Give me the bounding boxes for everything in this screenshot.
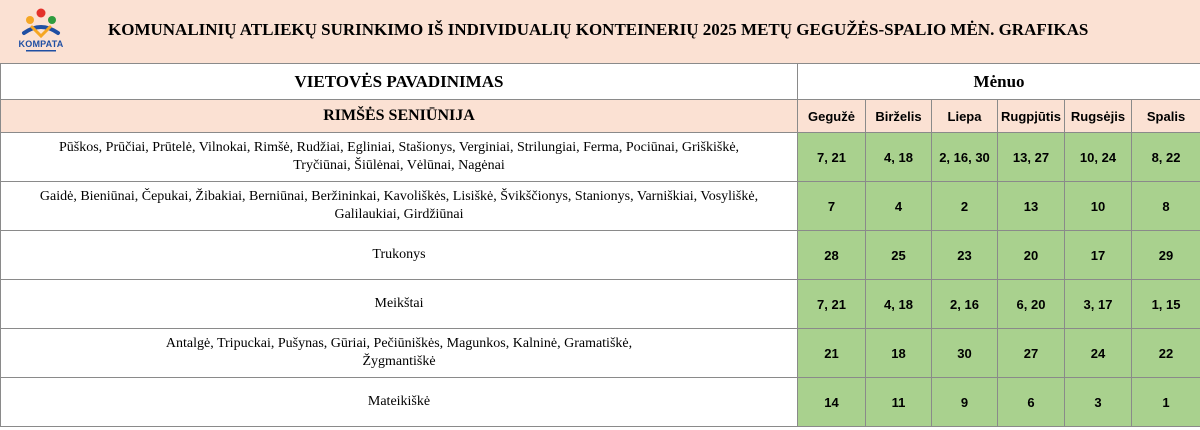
date-cell: 29 [1132, 231, 1200, 280]
place-cell [1, 182, 798, 231]
place-line: Meikštai [374, 296, 424, 311]
date-cell: 10, 24 [1065, 133, 1132, 182]
subdistrict-header: RIMŠĖS SENIŪNIJA [1, 100, 798, 133]
place-cell [1, 280, 798, 329]
date-cell: 3, 17 [1065, 280, 1132, 329]
date-cell: 6, 20 [998, 280, 1065, 329]
table-row [1, 378, 1200, 427]
date-cell: 27 [998, 329, 1065, 378]
date-cell: 10 [1065, 182, 1132, 231]
table-row [1, 280, 1200, 329]
title-banner [0, 0, 1200, 64]
place-cell [1, 378, 798, 427]
place-line: Tryčiūnai, Šiūlėnai, Vėlūnai, Nagėnai [293, 158, 505, 173]
date-cell: 1, 15 [1132, 280, 1200, 329]
date-cell: 2 [932, 182, 998, 231]
date-cell: 7, 21 [798, 280, 866, 329]
date-cell: 1 [1132, 378, 1200, 427]
place-line: Galilaukiai, Girdžiūnai [334, 207, 464, 222]
place-line: Žygmantiškė [362, 354, 436, 369]
date-cell: 4, 18 [866, 280, 932, 329]
location-header: VIETOVĖS PAVADINIMAS [1, 64, 798, 100]
place-line: Pūškos, Prūčiai, Prūtelė, Vilnokai, Rimšė, Rudžiai, Egliniai, Stašionys, Verginiai, Strilungiai, Ferma, Pociūnai, Griškiškė, [58, 140, 740, 155]
month-august: Rugpjūtis [998, 100, 1065, 133]
date-cell: 6 [998, 378, 1065, 427]
date-cell: 4 [866, 182, 932, 231]
date-cell: 13, 27 [998, 133, 1065, 182]
date-cell: 20 [998, 231, 1065, 280]
date-cell: 17 [1065, 231, 1132, 280]
date-cell: 25 [866, 231, 932, 280]
page-title: KOMUNALINIŲ ATLIEKŲ SURINKIMO IŠ INDIVIDUALIŲ KONTEINERIŲ 2025 METŲ GEGUŽĖS-SPALIO MĖN. GRAFIKAS [108, 20, 1089, 39]
place-cell [1, 231, 798, 280]
date-cell: 21 [798, 329, 866, 378]
place-line: Mateikiškė [367, 394, 431, 409]
date-cell: 14 [798, 378, 866, 427]
date-cell: 8, 22 [1132, 133, 1200, 182]
date-cell: 30 [932, 329, 998, 378]
place-line: Antalgė, Tripuckai, Pušynas, Gūriai, Pečiūniškės, Magunkos, Kalninė, Gramatiškė, [165, 336, 633, 351]
place-line: Trukonys [372, 247, 426, 262]
date-cell: 24 [1065, 329, 1132, 378]
month-july: Liepa [932, 100, 998, 133]
date-cell: 13 [998, 182, 1065, 231]
date-cell: 8 [1132, 182, 1200, 231]
place-cell [1, 133, 798, 182]
date-cell: 9 [932, 378, 998, 427]
month-june: Birželis [866, 100, 932, 133]
place-line: Gaidė, Bieniūnai, Čepukai, Žibakiai, Berniūnai, Beržininkai, Kavoliškės, Lisiškė, Švikščionys, Stanionys, Varniškiai, Vosyliškė, [39, 189, 759, 204]
month-october: Spalis [1132, 100, 1200, 133]
date-cell: 2, 16 [932, 280, 998, 329]
date-cell: 3 [1065, 378, 1132, 427]
date-cell: 2, 16, 30 [932, 133, 998, 182]
kompata-logo [14, 5, 68, 59]
month-header: Mėnuo [798, 64, 1200, 100]
table-row [1, 182, 1200, 231]
schedule-table [0, 63, 1200, 427]
date-cell: 11 [866, 378, 932, 427]
date-cell: 23 [932, 231, 998, 280]
date-cell: 28 [798, 231, 866, 280]
table-row [1, 231, 1200, 280]
table-row [1, 329, 1200, 378]
date-cell: 7, 21 [798, 133, 866, 182]
month-september: Rugsėjis [1065, 100, 1132, 133]
date-cell: 18 [866, 329, 932, 378]
logo-text: KOMPATA [18, 39, 64, 49]
date-cell: 22 [1132, 329, 1200, 378]
table-row [1, 133, 1200, 182]
date-cell: 7 [798, 182, 866, 231]
month-may: Gegužė [798, 100, 866, 133]
place-cell [1, 329, 798, 378]
date-cell: 4, 18 [866, 133, 932, 182]
